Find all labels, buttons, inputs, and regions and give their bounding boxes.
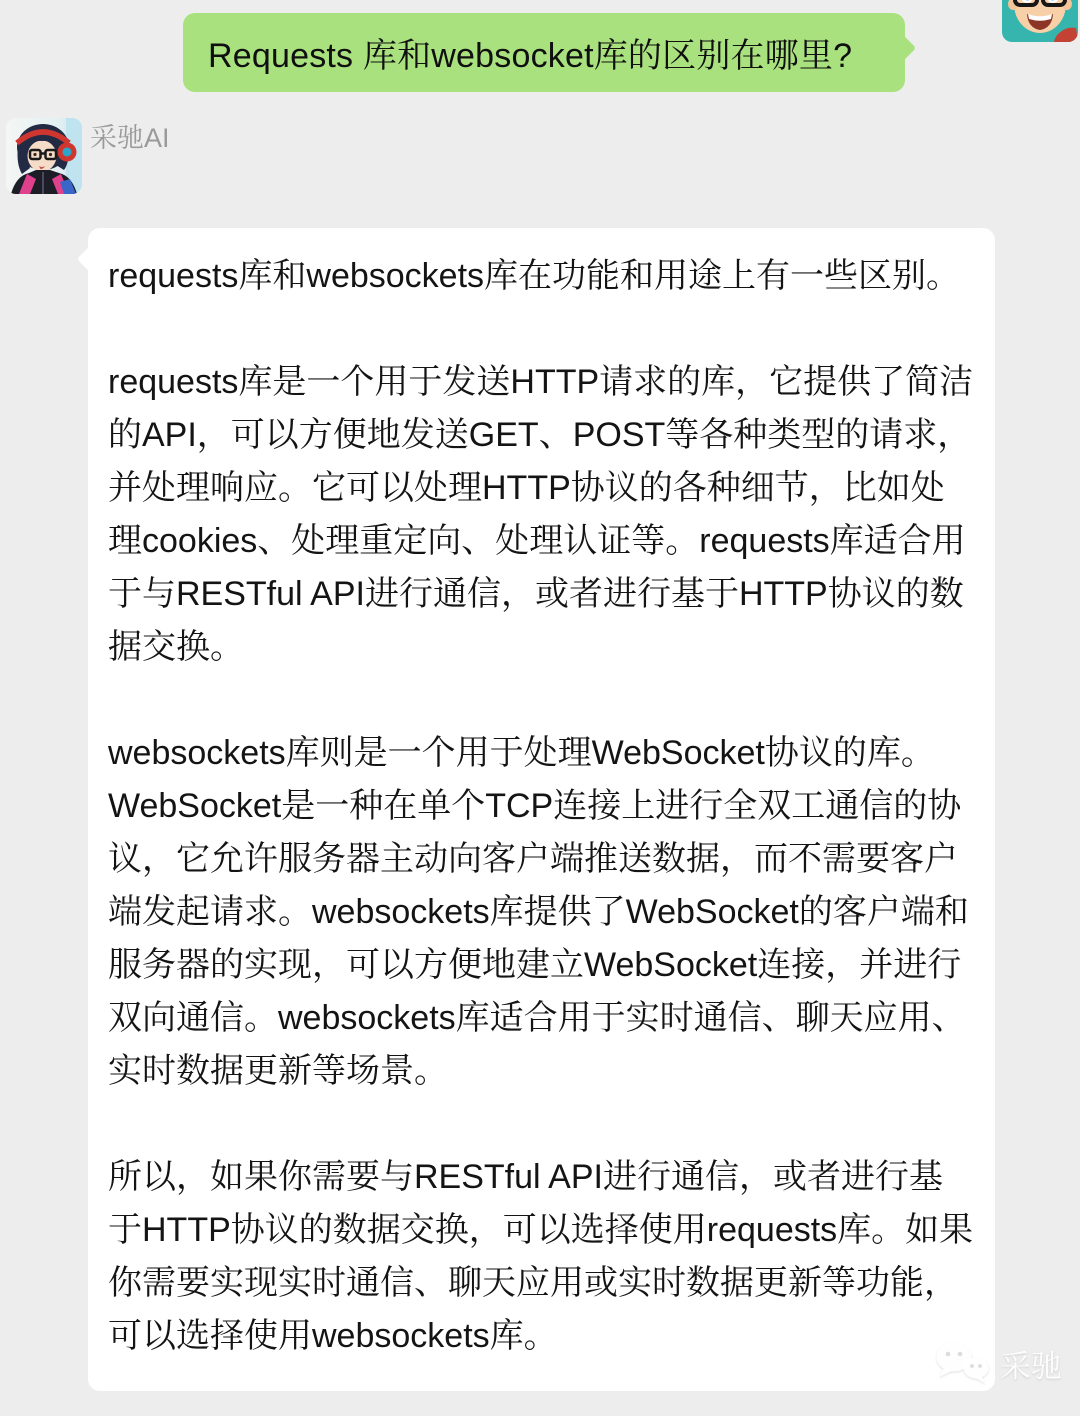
sent-message-bubble[interactable] xyxy=(183,13,905,92)
sent-message-text: Requests 库和websocket库的区别在哪里? xyxy=(208,37,853,75)
received-bubble-tail xyxy=(77,245,105,273)
reply-paragraph-4: 所以，如果你需要与RESTful API进行通信，或者进行基于HTTP协议的数据交换，可以选择使用requests库。如果你需要实现实时通信、聊天应用或实时数据更新等功能，可以选择使用websockets库。 xyxy=(108,1158,974,1355)
user-avatar[interactable] xyxy=(1002,0,1078,42)
assistant-avatar-image xyxy=(6,118,82,194)
assistant-avatar[interactable] xyxy=(6,118,82,194)
reply-paragraph-1: requests库和websockets库在功能和用途上有一些区别。 xyxy=(108,257,961,295)
reply-paragraph-3: websockets库则是一个用于处理WebSocket协议的库。WebSocket是一种在单个TCP连接上进行全双工通信的协议，它允许服务器主动向客户端推送数据，而不需要客户端发起请求。websockets库提供了WebSocket的客户端和服务器的实现，可以方便地建立WebSocket连接，并进行双向通信。websockets库适合用于实时通信、聊天应用、实时数据更新等场景。 xyxy=(108,734,969,1090)
assistant-message-bubble[interactable] xyxy=(88,228,995,1391)
sent-bubble-tail xyxy=(888,34,916,62)
assistant-name: 采驰AI xyxy=(90,123,170,153)
user-avatar-image xyxy=(1002,0,1078,42)
reply-paragraph-2: requests库是一个用于发送HTTP请求的库，它提供了简洁的API，可以方便地发送GET、POST等各种类型的请求，并处理响应。它可以处理HTTP协议的各种细节，比如处理cookies、处理重定向、处理认证等。requests库适合用于与RESTful API进行通信，或者进行基于HTTP协议的数据交换。 xyxy=(108,363,974,666)
watermark-text: 采驰 xyxy=(1000,1348,1062,1384)
